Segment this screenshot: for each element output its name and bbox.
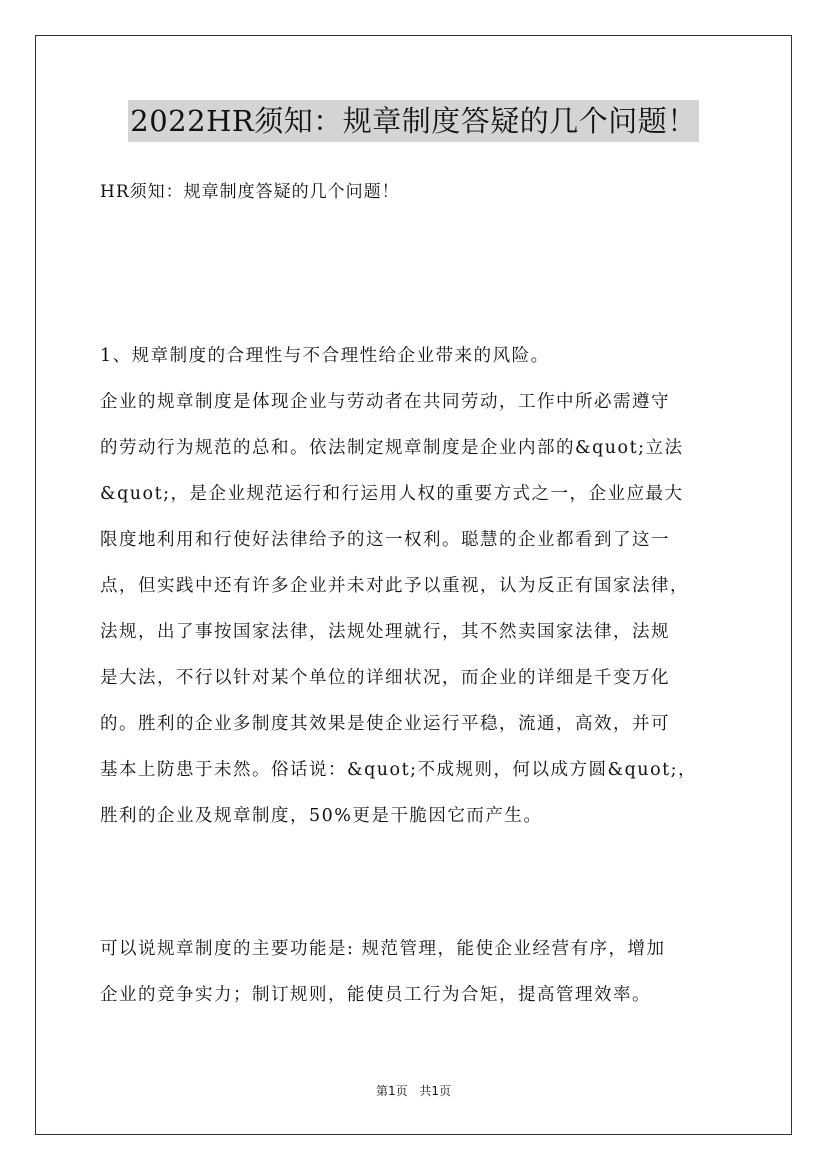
paragraph-1	[100, 379, 732, 839]
paragraph-line: 点，但实践中还有许多企业并未对此予以重视，认为反正有国家法律，	[100, 576, 689, 596]
paragraph-line: 的。胜利的企业多制度其效果是使企业运行平稳，流通，高效，并可	[100, 714, 670, 734]
page-number: 第1页	[375, 1084, 408, 1098]
document-title	[0, 100, 827, 142]
paragraph-line: 法规，出了事按国家法律，法规处理就行，其不然卖国家法律，法规	[100, 622, 670, 642]
paragraph-line: 可以说规章制度的主要功能是: 规范管理，能使企业经营有序，增加	[100, 939, 666, 959]
section-heading: 1、规章制度的合理性与不合理性给企业带来的风险。	[100, 346, 550, 366]
paragraph-line: 胜利的企业及规章制度，50%更是干脆因它而产生。	[100, 806, 543, 826]
document-title-text: 2022HR须知：规章制度答疑的几个问题！	[128, 100, 698, 142]
paragraph-line: 是大法，不行以针对某个单位的详细状况，而企业的详细是千变万化	[100, 668, 670, 688]
paragraph-2	[100, 926, 732, 1018]
paragraph-line: &quot;，是企业规范运行和行运用人权的重要方式之一，企业应最大	[100, 484, 684, 504]
paragraph-line: 的劳动行为规范的总和。依法制定规章制度是企业内部的&quot;立法	[100, 438, 684, 458]
paragraph-line: 限度地利用和行使好法律给予的这一权利。聪慧的企业都看到了这一	[100, 530, 670, 550]
page-total: 共1页	[419, 1084, 452, 1098]
paragraph-line: 企业的规章制度是体现企业与劳动者在共同劳动，工作中所必需遵守	[100, 392, 670, 412]
paragraph-line: 基本上防患于未然。俗话说：&quot;不成规则，何以成方圆&quot;，	[100, 760, 698, 780]
document-subtitle: HR须知：规章制度答疑的几个问题！	[100, 182, 400, 202]
page-footer	[0, 1083, 827, 1099]
paragraph-line: 企业的竞争实力；制订规则，能使员工行为合矩，提高管理效率。	[100, 985, 651, 1005]
